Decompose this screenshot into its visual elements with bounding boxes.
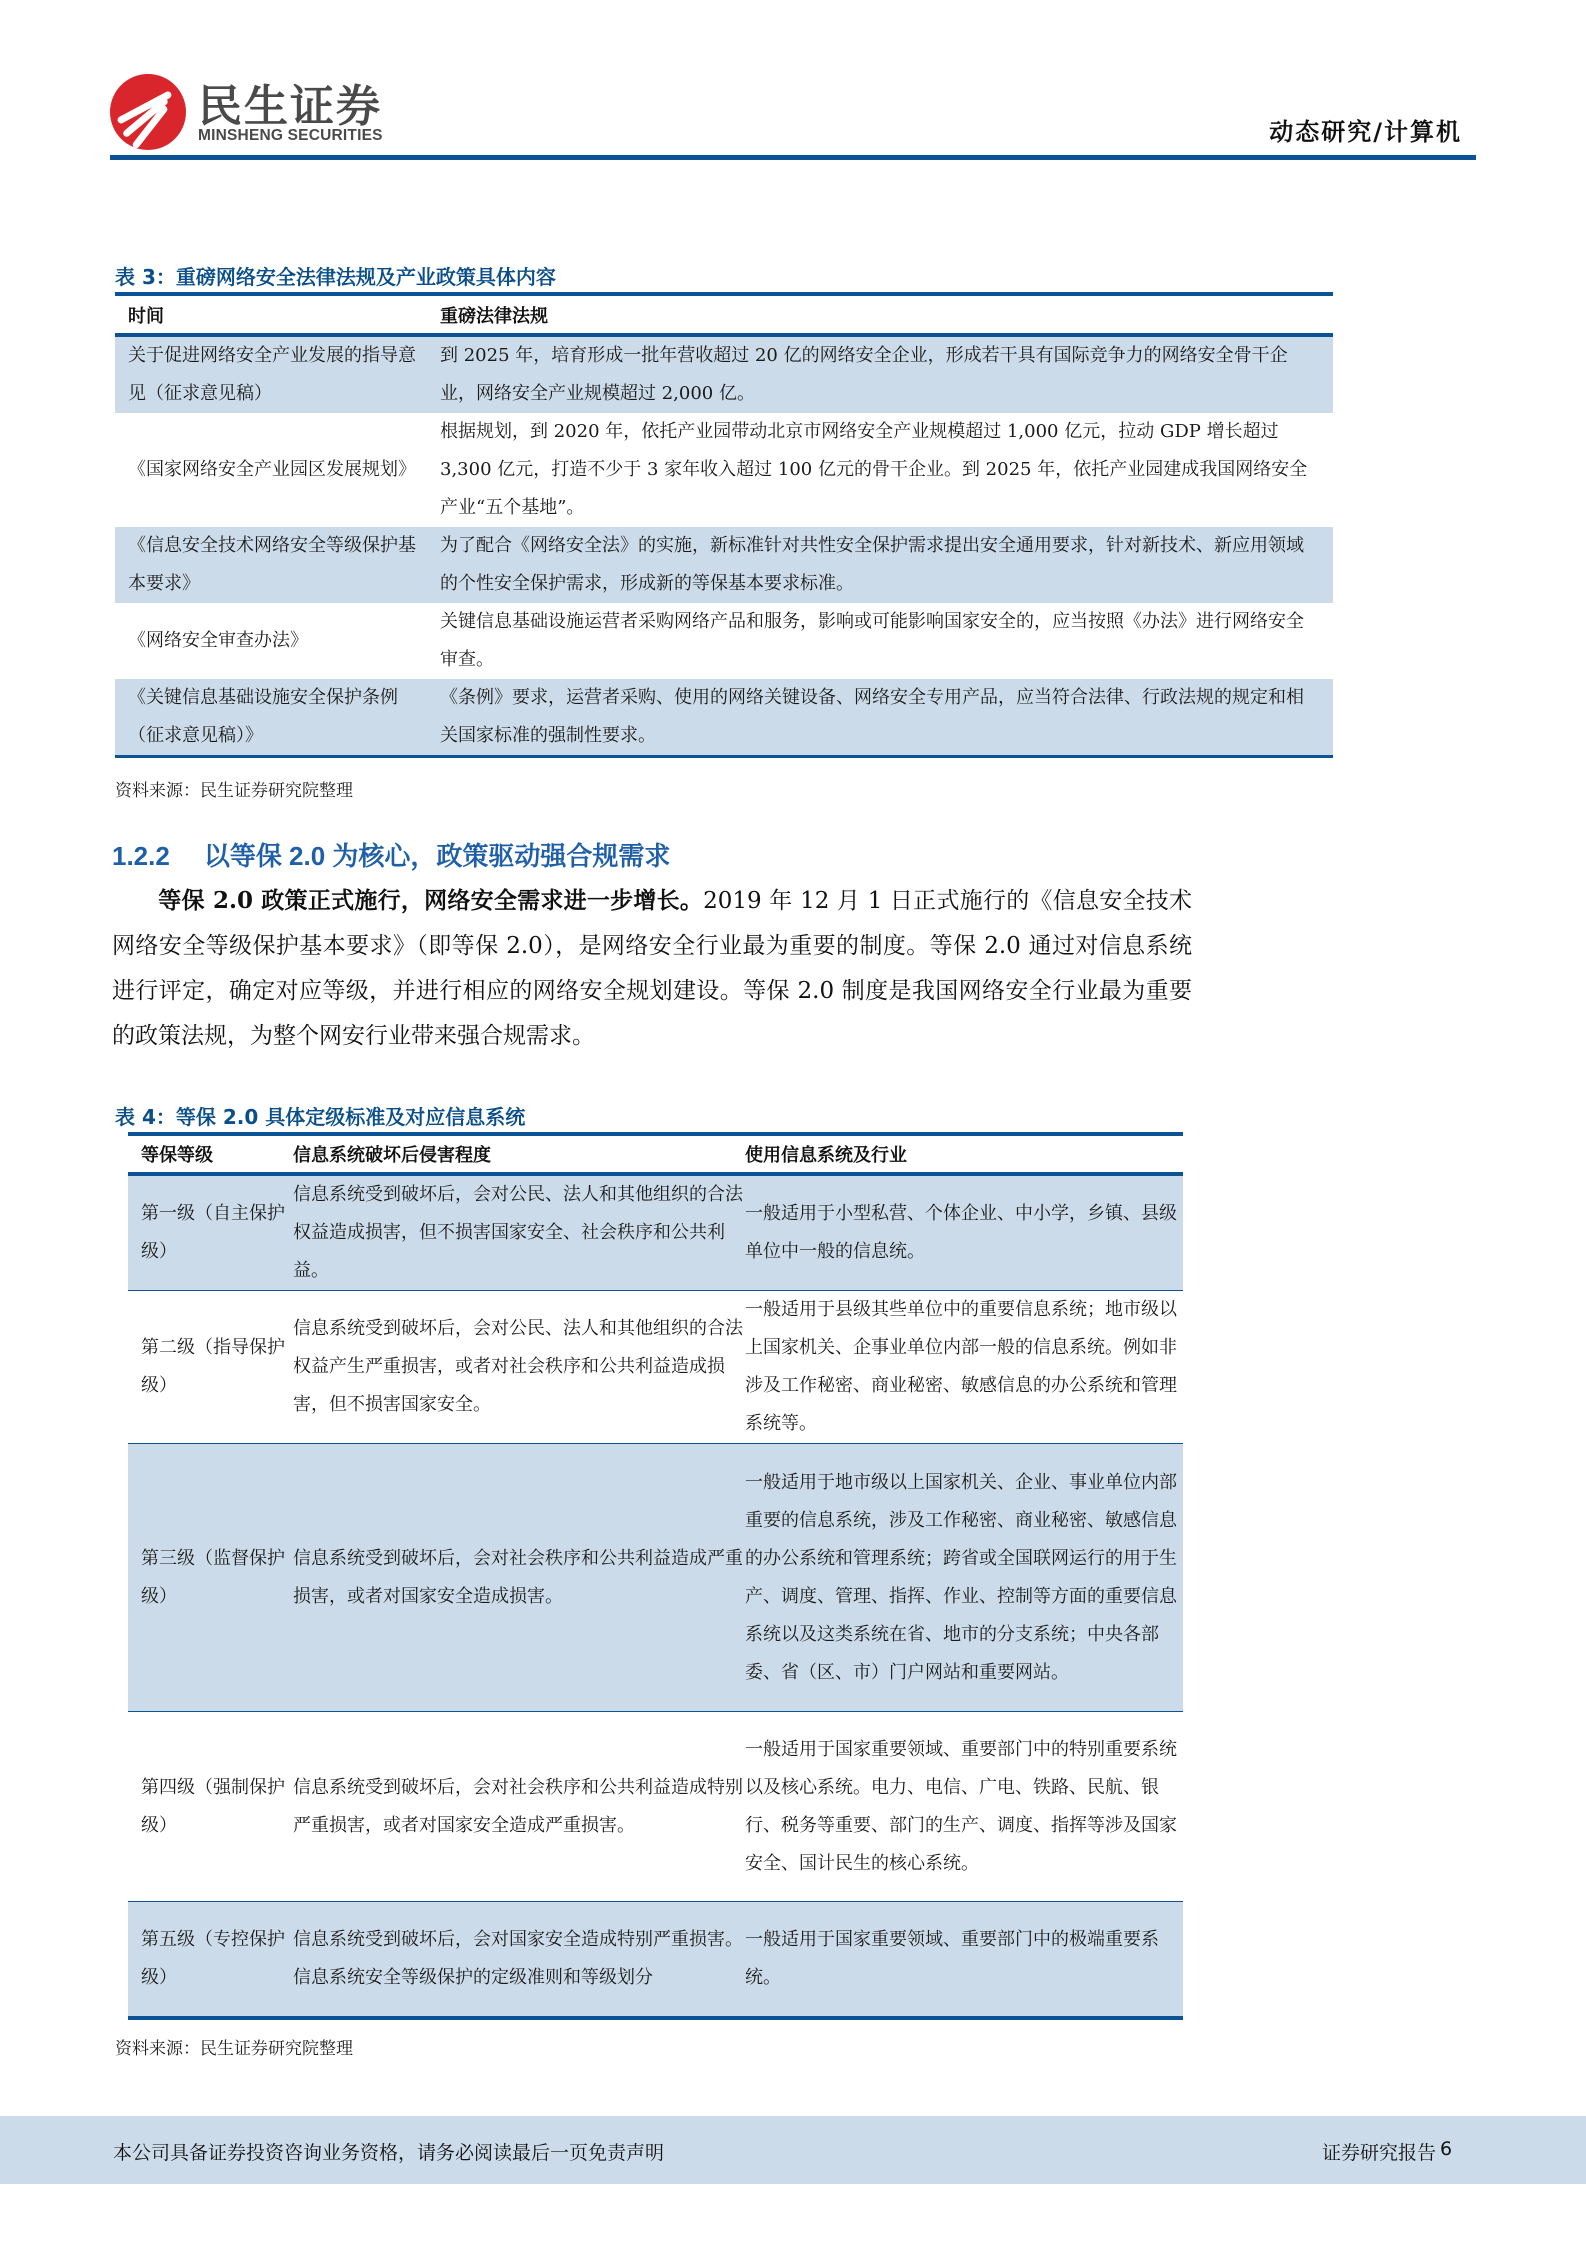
table3-cell-content: 《条例》要求，运营者采购、使用的网络关键设备、网络安全专用产品，应当符合法律、行政法规的规定和相关国家标准的强制性要求。: [440, 679, 1333, 757]
table4-cell-level: 第一级（自主保护级）: [128, 1174, 293, 1291]
table4-header-row: [128, 1134, 1183, 1174]
table4: [128, 1132, 1183, 2020]
logo-english-name: MINSHENG SECURITIES: [198, 127, 383, 144]
table3-header-time: 时间: [128, 305, 164, 327]
table4-cell-usage: 一般适用于国家重要领域、重要部门中的极端重要系统。: [745, 1902, 1183, 2018]
table4-cell-usage: 一般适用于县级其些单位中的重要信息系统；地市级以上国家机关、企事业单位内部一般的信息系统。例如非涉及工作秘密、商业秘密、敏感信息的办公系统和管理系统等。: [745, 1299, 1177, 1434]
table-row: [128, 1174, 1183, 1291]
table4-cell-level: 第二级（指导保护级）: [141, 1337, 285, 1396]
table3-cell-content: 到 2025 年，培育形成一批年营收超过 20 亿的网络安全企业，形成若干具有国际竞争力的网络安全骨干企业，网络安全产业规模超过 2,000 亿。: [440, 335, 1333, 413]
section-title: 以等保 2.0 为核心，政策驱动强合规需求: [203, 841, 671, 871]
header-divider: [110, 155, 1476, 160]
company-logo: [110, 72, 400, 152]
table4-cell-usage: 一般适用于地市级以上国家机关、企业、事业单位内部重要的信息系统，涉及工作秘密、商业秘密、敏感信息的办公系统和管理系统；跨省或全国联网运行的用于生产、调度、管理、指挥、作业、控制等方面的重要信息系统以及这类系统在省、地市的分支系统；中央各部委、省（区、市）门户网站和重要网站。: [745, 1444, 1183, 1712]
page-footer: [0, 2116, 1586, 2184]
table-row: [115, 603, 1333, 679]
table3-cell-name: 《网络安全审查办法》: [128, 630, 308, 651]
table3-cell-content: 为了配合《网络安全法》的实施，新标准针对共性安全保护需求提出安全通用要求，针对新技术、新应用领域的个性安全保护需求，形成新的等保基本要求标准。: [440, 527, 1333, 603]
table-row: [128, 1444, 1183, 1712]
table4-cell-level: 第四级（强制保护级）: [141, 1776, 285, 1836]
logo-chinese-name: 民生证券: [198, 81, 382, 132]
table4-cell-harm: 信息系统受到破坏后，会对公民、法人和其他组织的合法权益造成损害，但不损害国家安全、社会秩序和公共利益。: [293, 1174, 745, 1291]
table3-cell-name: 《国家网络安全产业园区发展规划》: [128, 459, 416, 480]
table3-cell-name: 《关键信息基础设施安全保护条例（征求意见稿）》: [115, 679, 440, 757]
paragraph-body: 2019 年 12 月 1 日正式施行的《信息安全技术网络安全等级保护基本要求》（即等保 2.0），是网络安全行业最为重要的制度。等保 2.0 通过对信息系统进行评定，确定对应等级，并进行相应的网络安全规划建设。等保 2.0 制度是我国网络安全行业最为重要的政策法规，为整个网安行业带来强合规需求。: [112, 888, 1192, 1049]
paragraph-lead: 等保 2.0 政策正式施行，网络安全需求进一步增长。: [158, 887, 704, 914]
table4-cell-level: 第三级（监督保护级）: [128, 1444, 293, 1712]
table3-cell-content: 根据规划，到 2020 年，依托产业园带动北京市网络安全产业规模超过 1,000 亿元，拉动 GDP 增长超过 3,300 亿元，打造不少于 3 家年收入超过 100 亿元的骨干企业。到 2025 年，依托产业园建成我国网络安全产业“五个基地”。: [440, 421, 1308, 518]
table3-header-row: [115, 294, 1333, 335]
table4-cell-harm: 信息系统受到破坏后，会对国家安全造成特别严重损害。信息系统安全等级保护的定级准则和等级划分: [293, 1902, 745, 2018]
table4-cell-harm: 信息系统受到破坏后，会对公民、法人和其他组织的合法权益产生严重损害，或者对社会秩序和公共利益造成损害，但不损害国家安全。: [293, 1318, 743, 1415]
table3-cell-content: 关键信息基础设施运营者采购网络产品和服务，影响或可能影响国家安全的，应当按照《办法》进行网络安全审查。: [440, 611, 1304, 670]
table3-header-regulation: 重磅法律法规: [440, 305, 548, 327]
table4-header-level: 等保等级: [141, 1145, 213, 1166]
table4-cell-usage: 一般适用于国家重要领域、重要部门中的特别重要系统以及核心系统。电力、电信、广电、铁路、民航、银行、税务等重要、部门的生产、调度、指挥等涉及国家安全、国计民生的核心系统。: [745, 1738, 1177, 1874]
table3-caption: 表 3：重磅网络安全法律法规及产业政策具体内容: [115, 265, 556, 289]
table4-header-harm: 信息系统破坏后侵害程度: [293, 1145, 491, 1166]
section-heading: [112, 836, 670, 873]
table4-source: 资料来源：民生证券研究院整理: [115, 2039, 353, 2059]
page-number: 6: [1440, 2138, 1453, 2160]
table3-cell-name: 关于促进网络安全产业发展的指导意见（征求意见稿）: [115, 335, 440, 413]
section-number: 1.2.2: [112, 841, 170, 871]
table3-cell-name: 《信息安全技术网络安全等级保护基本要求》: [115, 527, 440, 603]
report-category: 动态研究/计算机: [1269, 118, 1462, 146]
table4-cell-harm: 信息系统受到破坏后，会对社会秩序和公共利益造成特别严重损害，或者对国家安全造成严重损害。: [293, 1776, 743, 1836]
table-row: [115, 413, 1333, 527]
table-row: [115, 335, 1333, 413]
table4-caption: 表 4：等保 2.0 具体定级标准及对应信息系统: [115, 1105, 526, 1129]
footer-report-type: 证券研究报告: [1321, 2142, 1436, 2164]
footer-disclaimer: 本公司具备证券投资咨询业务资格，请务必阅读最后一页免责声明: [113, 2142, 665, 2164]
table4-cell-harm: 信息系统受到破坏后，会对社会秩序和公共利益造成严重损害，或者对国家安全造成损害。: [293, 1444, 745, 1712]
table-row: [128, 1902, 1183, 2018]
table-row: [115, 527, 1333, 603]
logo-mark-icon: [110, 74, 186, 150]
table-row: [128, 1291, 1183, 1444]
section-paragraph: [112, 878, 1192, 1059]
table-row: [128, 1712, 1183, 1902]
table4-header-usage: 使用信息系统及行业: [745, 1145, 907, 1166]
table-row: [115, 679, 1333, 757]
table4-cell-level: 第五级（专控保护级）: [128, 1902, 293, 2018]
table3: [115, 292, 1333, 758]
table4-cell-usage: 一般适用于小型私营、个体企业、中小学，乡镇、县级单位中一般的信息统。: [745, 1174, 1183, 1291]
table3-source: 资料来源：民生证券研究院整理: [115, 781, 353, 801]
